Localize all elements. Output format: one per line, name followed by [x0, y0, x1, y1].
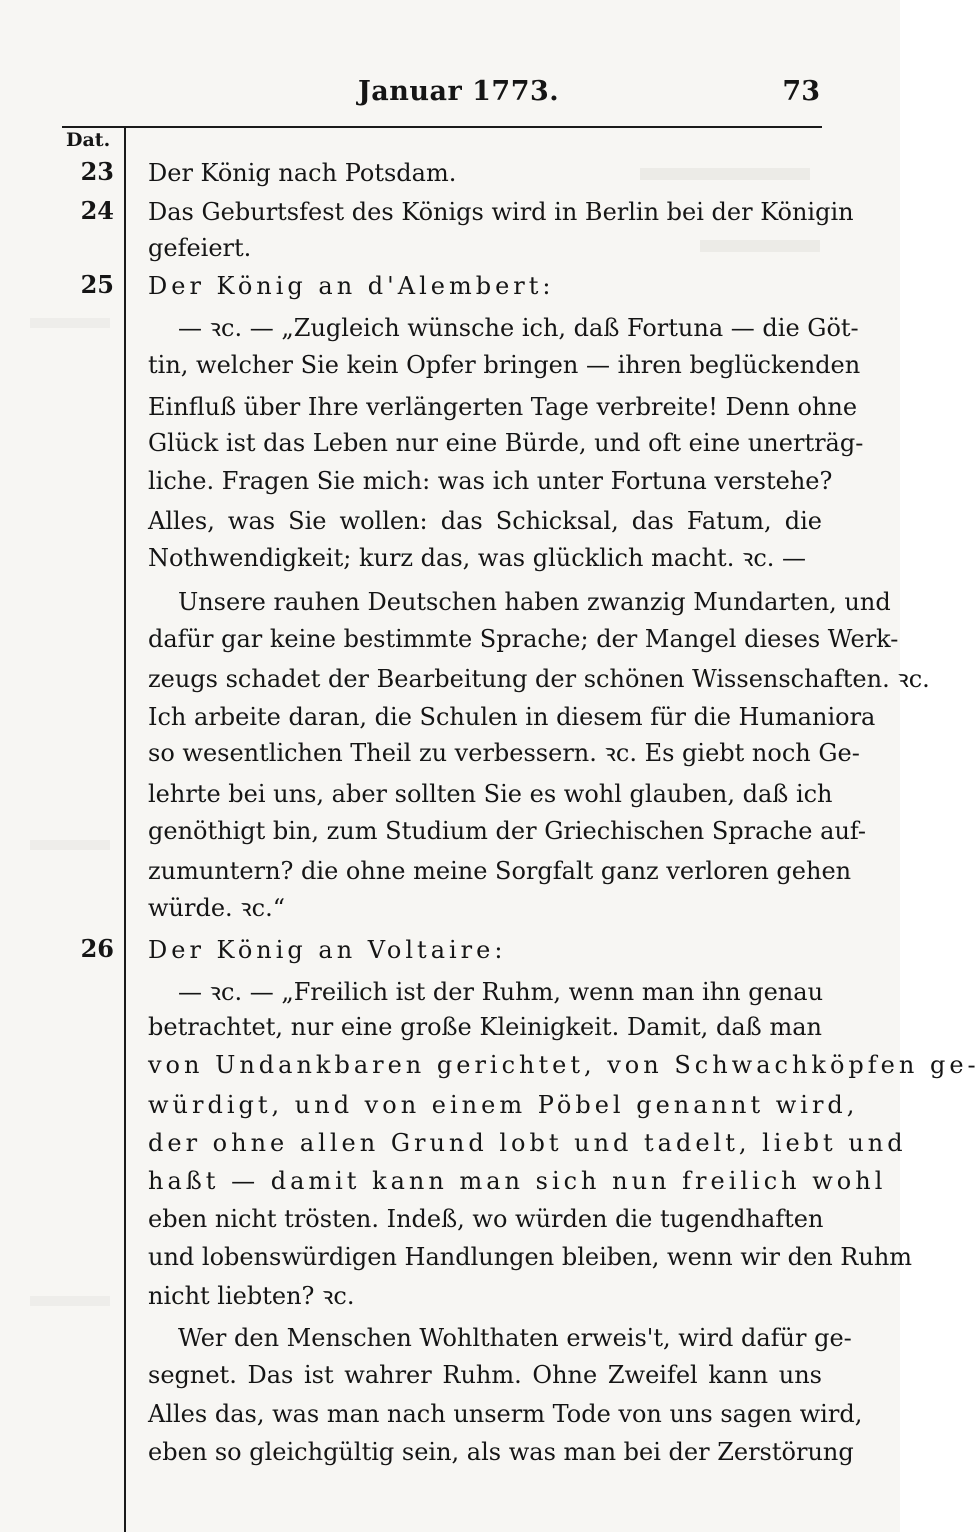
text-line: zeugs schadet der Bearbeitung der schönen Wissenschaften. ꝛc.: [148, 665, 930, 693]
date-column-rule: [124, 127, 126, 1532]
entry-date: 25: [80, 270, 114, 299]
entry-date: 24: [80, 196, 114, 225]
text-line: genöthigt bin, zum Studium der Griechischen Sprache auf-: [148, 817, 867, 845]
text-line: Der König an d'Alembert:: [148, 272, 555, 300]
date-column-label: Dat.: [66, 129, 111, 151]
text-line: haßt — damit kann man sich nun freilich wohl: [148, 1167, 887, 1195]
text-line: Alles, was Sie wollen: das Schicksal, das Fatum, die: [148, 507, 822, 535]
text-line: liche. Fragen Sie mich: was ich unter Fortuna verstehe?: [148, 467, 833, 495]
text-line: nicht liebten? ꝛc.: [148, 1282, 355, 1310]
bleed-through-mark: [30, 840, 110, 850]
text-line: so wesentlichen Theil zu verbessern. ꝛc. Es giebt noch Ge-: [148, 739, 860, 767]
text-line: würdigt, und von einem Pöbel genannt wird,: [148, 1091, 859, 1119]
text-line: Ich arbeite daran, die Schulen in diesem für die Humaniora: [148, 703, 876, 731]
page-title: Januar 1773.: [358, 76, 560, 107]
text-line: Unsere rauhen Deutschen haben zwanzig Mundarten, und: [178, 588, 891, 616]
text-line: tin, welcher Sie kein Opfer bringen — ihren beglückenden: [148, 351, 861, 379]
text-line: der ohne allen Grund lobt und tadelt, liebt und: [148, 1129, 907, 1157]
text-line: Wer den Menschen Wohlthaten erweis't, wird dafür ge-: [178, 1324, 852, 1352]
text-line: Der König nach Potsdam.: [148, 159, 457, 187]
bleed-through-mark: [30, 1296, 110, 1306]
text-line: Das Geburtsfest des Königs wird in Berlin bei der Königin: [148, 198, 854, 226]
entry-date: 23: [80, 157, 114, 186]
text-line: Glück ist das Leben nur eine Bürde, und oft eine unerträg-: [148, 429, 864, 457]
text-line: eben so gleichgültig sein, als was man bei der Zerstörung: [148, 1438, 854, 1466]
page-header: [0, 76, 900, 116]
text-line: — ꝛc. — „Freilich ist der Ruhm, wenn man ihn genau: [178, 978, 824, 1006]
text-line: würde. ꝛc.“: [148, 894, 286, 922]
entry-date: 26: [80, 934, 114, 963]
text-line: eben nicht trösten. Indeß, wo würden die tugendhaften: [148, 1205, 824, 1233]
text-line: gefeiert.: [148, 234, 252, 262]
text-line: und lobenswürdigen Handlungen bleiben, wenn wir den Ruhm: [148, 1243, 913, 1271]
text-line: — ꝛc. — „Zugleich wünsche ich, daß Fortuna — die Göt-: [178, 314, 859, 342]
text-line: segnet. Das ist wahrer Ruhm. Ohne Zweifel kann uns: [148, 1361, 822, 1389]
text-line: von Undankbaren gerichtet, von Schwachköpfen ge-: [148, 1051, 980, 1079]
header-rule: [62, 126, 822, 128]
text-line: Alles das, was man nach unserm Tode von uns sagen wird,: [148, 1400, 863, 1428]
page-number: 73: [782, 76, 820, 107]
text-line: Einfluß über Ihre verlängerten Tage verbreite! Denn ohne: [148, 393, 858, 421]
text-line: zumuntern? die ohne meine Sorgfalt ganz verloren gehen: [148, 857, 852, 885]
text-line: lehrte bei uns, aber sollten Sie es wohl glauben, daß ich: [148, 780, 833, 808]
text-line: dafür gar keine bestimmte Sprache; der Mangel dieses Werk-: [148, 625, 899, 653]
bleed-through-mark: [30, 318, 110, 328]
text-line: betrachtet, nur eine große Kleinigkeit. Damit, daß man: [148, 1013, 822, 1041]
text-line: Der König an Voltaire:: [148, 936, 507, 964]
text-line: Nothwendigkeit; kurz das, was glücklich macht. ꝛc. —: [148, 544, 807, 572]
